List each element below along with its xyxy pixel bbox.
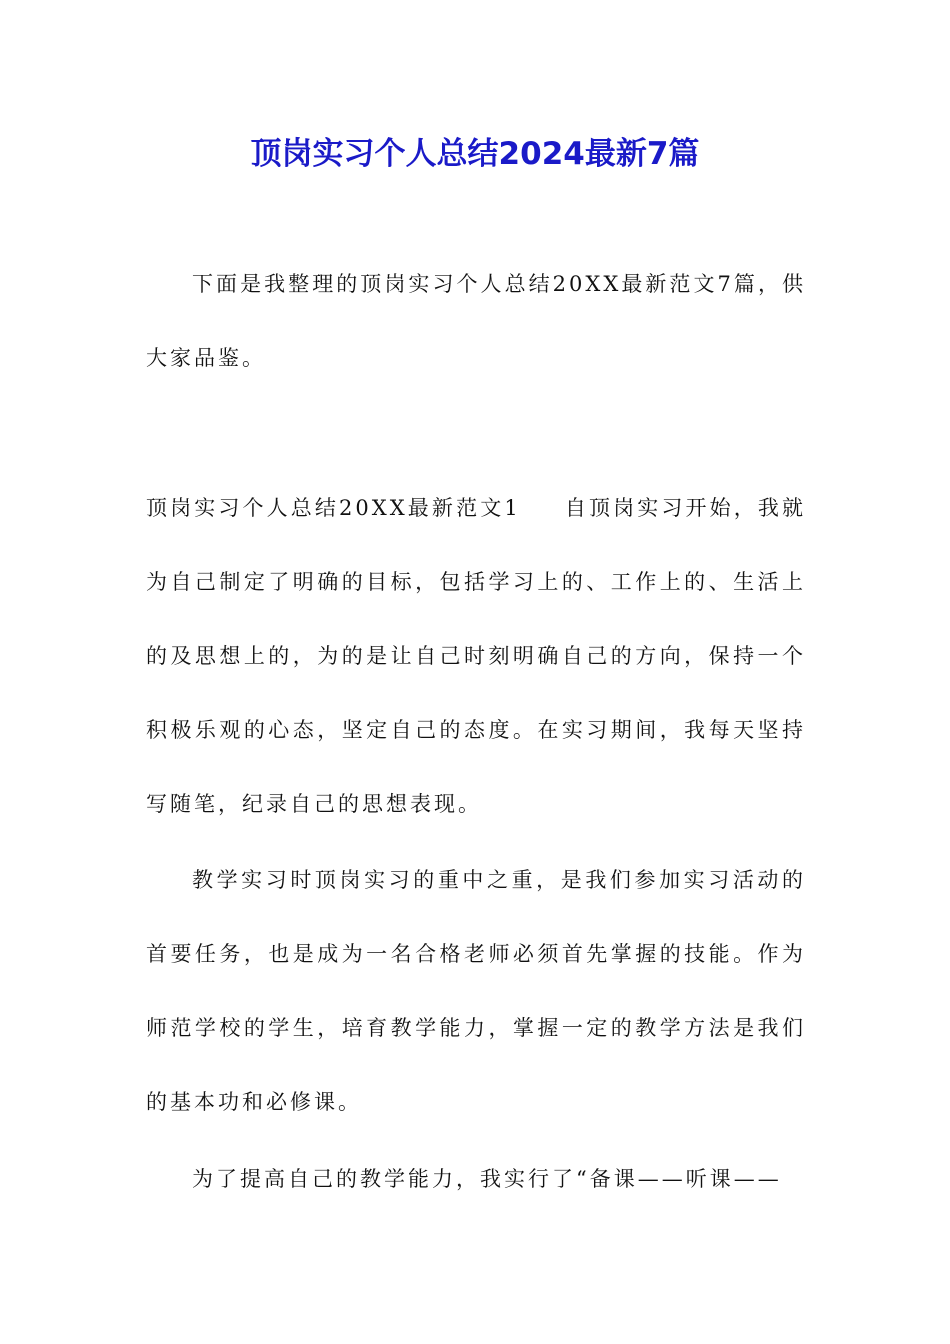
- section1-heading: 顶岗实习个人总结20XX最新范文1: [146, 496, 521, 520]
- section1-paragraph: [146, 471, 806, 841]
- section1-para1: 自顶岗实习开始，我就为自己制定了明确的目标，包括学习上的、工作上的、生活上的及思想上的，为的是让自己时刻明确自己的方向，保持一个积极乐观的心态，坚定自己的态度。在实习期间，我每天坚持写随笔，纪录自己的思想表现。: [146, 496, 806, 816]
- section1-para2: 教学实习时顶岗实习的重中之重，是我们参加实习活动的首要任务，也是成为一名合格老师必须首先掌握的技能。作为师范学校的学生，培育教学能力，掌握一定的教学方法是我们的基本功和必修课。: [146, 868, 806, 1114]
- document-title: 顶岗实习个人总结2024最新7篇: [250, 136, 700, 172]
- section1-para3: 为了提高自己的教学能力，我实行了“备课——听课——: [192, 1167, 782, 1191]
- intro-paragraph: 下面是我整理的顶岗实习个人总结20XX最新范文7篇，供大家品鉴。: [146, 272, 806, 370]
